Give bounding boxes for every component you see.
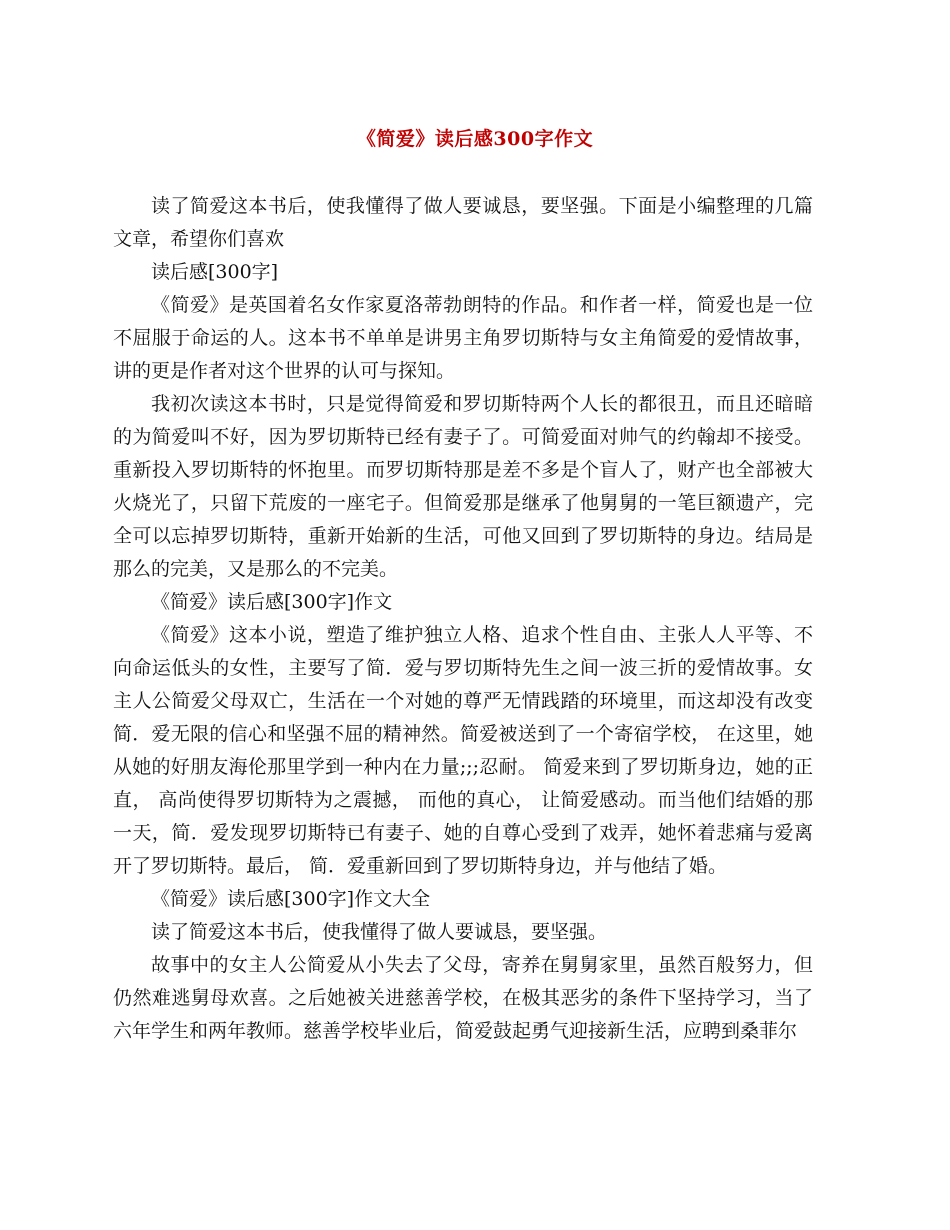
paragraph-intro: 读了简爱这本书后，使我懂得了做人要诚恳，要坚强。下面是小编整理的几篇文章，希望你们喜欢	[113, 195, 813, 250]
paragraph: 读了简爱这本书后，使我懂得了做人要诚恳，要坚强。	[151, 921, 608, 943]
section-heading-3: 《简爱》读后感[300字]作文大全	[151, 888, 431, 910]
paragraph: 《简爱》这本小说，塑造了维护独立人格、追求个性自由、主张人人平等、不向命运低头的女性，主要写了简．爱与罗切斯特先生之间一波三折的爱情故事。女主人公简爱父母双亡，生活在一个对她的尊严无情践踏的环境里，而这却没有改变简．爱无限的信心和坚强不屈的精神然。简爱被送到了一个寄宿学校， 在这里，她从她的好朋友海伦那里学到一种内在力量;;;忍耐。 简爱来到了罗切斯身边，她的正直， 高尚使得罗切斯特为之震撼， 而他的真心， 让简爱感动。而当他们结婚的那一天，简．爱发现罗切斯特已有妻子、她的自尊心受到了戏弄，她怀着悲痛与爱离开了罗切斯特。最后， 简．爱重新回到了罗切斯特身边，并与他结了婚。	[113, 624, 813, 877]
document-body	[113, 190, 813, 1048]
document-title: 《简爱》读后感300字作文	[356, 128, 594, 150]
paragraph: 故事中的女主人公简爱从小失去了父母，寄养在舅舅家里，虽然百般努力，但仍然难逃舅母欢喜。之后她被关进慈善学校，在极其恶劣的条件下坚持学习，当了六年学生和两年教师。慈善学校毕业后，简爱鼓起勇气迎接新生活，应聘到桑菲尔	[113, 954, 813, 1042]
section-heading-2: 《简爱》读后感[300字]作文	[151, 591, 393, 613]
section-heading-1: 读后感[300字]	[151, 261, 279, 283]
paragraph: 我初次读这本书时，只是觉得简爱和罗切斯特两个人长的都很丑，而且还暗暗的为简爱叫不好，因为罗切斯特已经有妻子了。可简爱面对帅气的约翰却不接受。重新投入罗切斯特的怀抱里。而罗切斯特那是差不多是个盲人了，财产也全部被大火烧光了，只留下荒废的一座宅子。但简爱那是继承了他舅舅的一笔巨额遗产，完全可以忘掉罗切斯特，重新开始新的生活，可他又回到了罗切斯特的身边。结局是那么的完美，又是那么的不完美。	[113, 393, 813, 580]
paragraph: 《简爱》是英国着名女作家夏洛蒂勃朗特的作品。和作者一样，简爱也是一位不屈服于命运的人。这本书不单单是讲男主角罗切斯特与女主角简爱的爱情故事，讲的更是作者对这个世界的认可与探知。	[113, 294, 813, 382]
